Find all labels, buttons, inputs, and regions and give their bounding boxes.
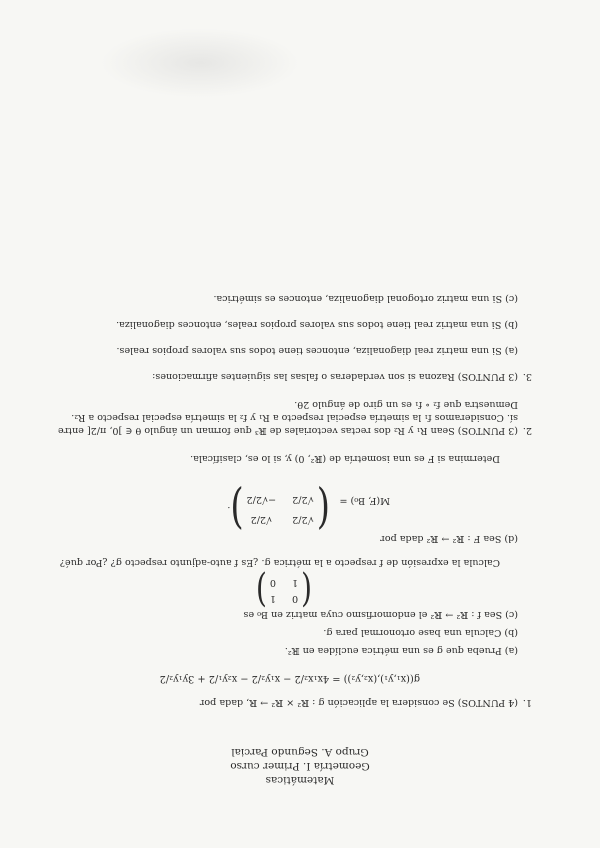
problem-3-item-b: (b) Si una matriz real tiene todos sus valores propios reales, entonces diagonaliza.: [116, 319, 518, 330]
matrix-c-cell: 1: [269, 592, 276, 604]
matrix-c-cell: 1: [291, 577, 299, 588]
problem-2-number: 2.: [522, 425, 532, 436]
problem-3-item-c: (c) Si una matriz ortogonal diagonaliza, entonces es simétrica.: [213, 293, 518, 304]
header-subject: Matemáticas: [265, 774, 335, 786]
matrix-c-right-paren: ): [255, 567, 267, 614]
header-group: Grupo A. Segundo Parcial: [231, 746, 369, 758]
problem-1-number: 1.: [522, 697, 532, 708]
problem-3-number: 3.: [522, 371, 532, 382]
problem-1-item-c-question: Calcula la expresión de f respecto a la métrica g. ¿Es f auto-adjunto respecto g? ¿Por qué?: [59, 557, 500, 568]
matrix-d-cell: −√2/2: [246, 494, 277, 505]
matrix-c-cell: 0: [291, 592, 299, 604]
header-course: Geometría I. Primer curso: [230, 760, 370, 772]
matrix-c-cells: [267, 576, 301, 604]
matrix-d-tail: .: [227, 504, 231, 515]
matrix-d-cell: √2/2: [292, 513, 314, 525]
matrix-d-right-paren: ): [230, 481, 244, 537]
matrix-d: [227, 481, 330, 537]
problem-2-line-3: Demuestra que f₂ ∘ f₁ es un giro de ángulo 2θ.: [294, 399, 518, 410]
matrix-d-cells: [244, 493, 317, 525]
problem-3-statement: (3 PUNTOS) Razona si son verdaderas o falsas las siguientes afirmaciones:: [152, 371, 518, 382]
matrix-c-cell: 0: [269, 577, 276, 588]
problem-1-item-a: (a) Prueba que g es una métrica euclídea en ℝ².: [284, 645, 518, 656]
problem-1-item-d: (d) Sea F : ℝ² → ℝ² dada por: [380, 533, 518, 544]
matrix-d-cell: √2/2: [250, 513, 273, 525]
matrix-d-cell: √2/2: [292, 494, 314, 505]
matrix-d-left-paren: (: [316, 481, 330, 537]
matrix-c-left-paren: (: [301, 567, 312, 614]
problem-1-item-c: (c) Sea f : ℝ² → ℝ² el endomorfismo cuya matriz en B₀ es: [243, 609, 518, 620]
problem-1-item-d-question: Determina si F es una isometría de (ℝ², 0) y, si lo es, clasifícala.: [190, 453, 500, 464]
matrix-d-label: M(F, B₀) =: [339, 495, 390, 506]
problem-1-statement: (4 PUNTOS) Se considera la aplicación g : ℝ² × ℝ² → ℝ, dada por: [199, 697, 518, 708]
problem-2-line-1: (3 PUNTOS) Sean R₁ y R₂ dos rectas vectoriales de ℝ³ que forman un ángulo θ ∈ ]0, π/2[ entre: [57, 425, 518, 436]
scan-smudge: [100, 28, 300, 98]
matrix-c: [255, 567, 312, 614]
problem-2-line-2: sí. Consideramos f₁ la simetría especial respecto a R₁ y f₂ la simetría especial respecto a R₂.: [71, 412, 518, 423]
problem-1-formula: g((x₁,y₁),(x₂,y₂)) = 4x₁x₂/2 − x₁y₂/2 − x₂y₁/2 + 3y₁y₂/2: [159, 673, 420, 684]
problem-1-item-b: (b) Calcula una base ortonormal para g.: [323, 627, 518, 638]
problem-3-item-a: (a) Si una matriz real diagonaliza, entonces tiene todos sus valores propios reales.: [116, 345, 518, 356]
